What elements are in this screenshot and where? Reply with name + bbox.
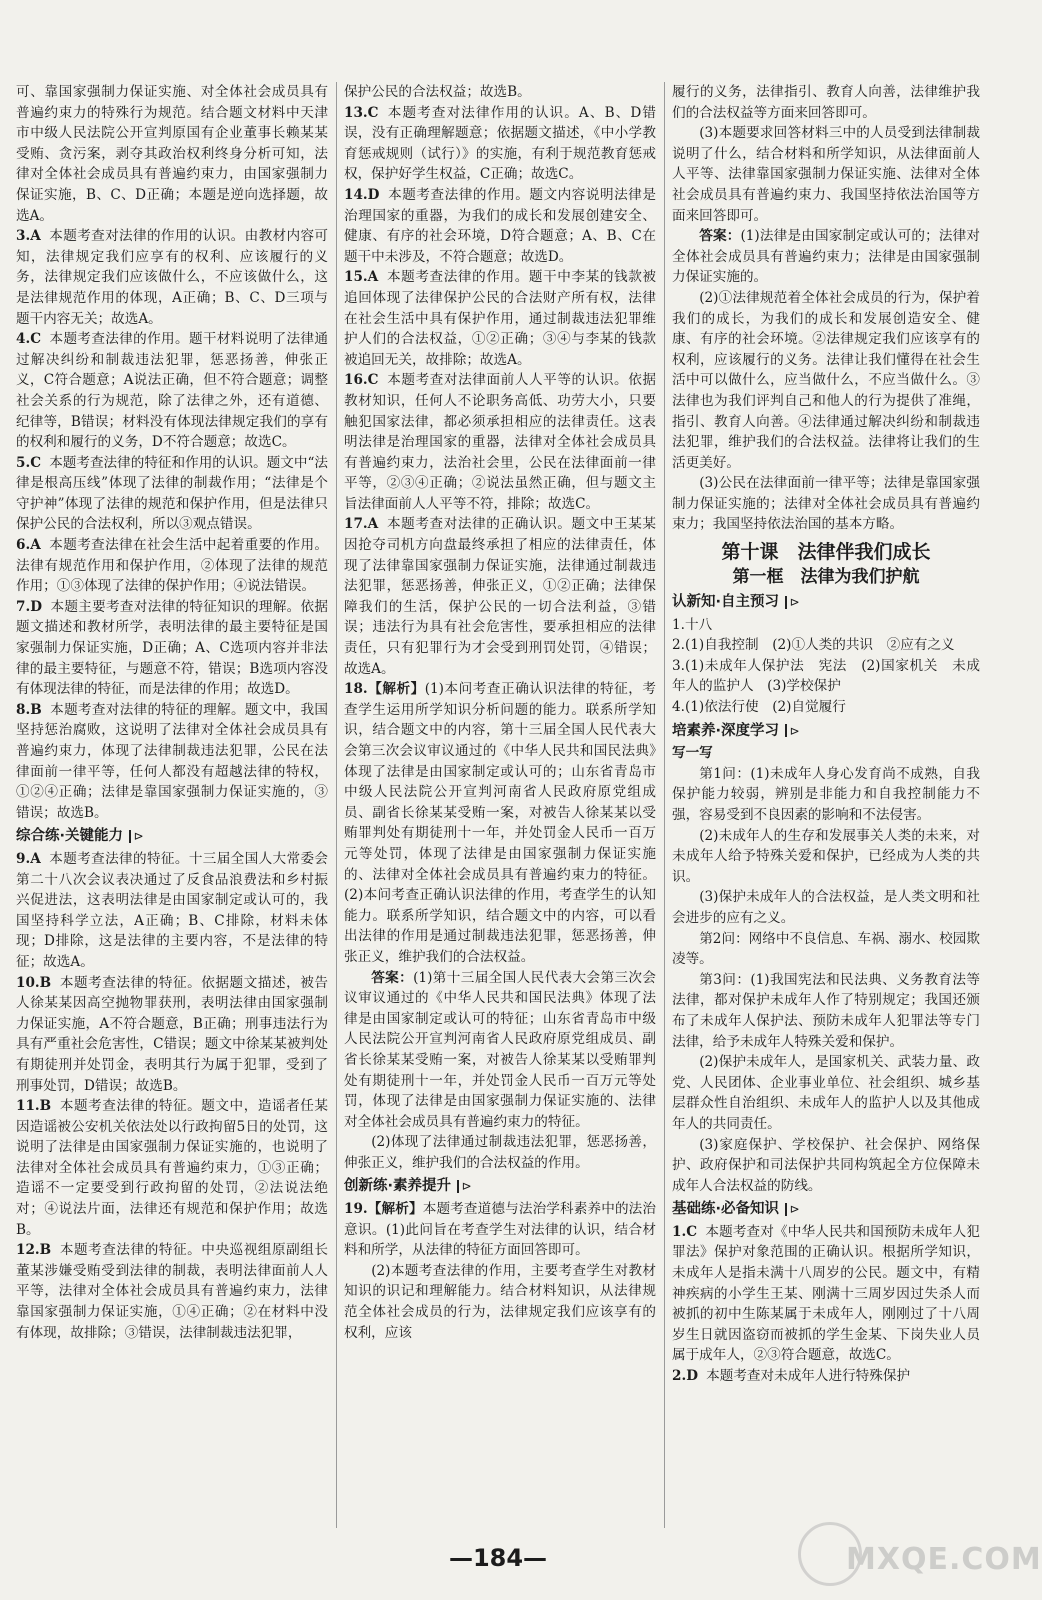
column-divider xyxy=(664,82,665,1528)
answer-item-19: 19.【解析】本题考查道德与法治学科素养中的法治意识。(1)此问旨在考查学生对法律的认识，结合材料和所学，从法律的特征方面回答即可。 xyxy=(344,1201,657,1259)
paragraph: (2)保护未成年人，是国家机关、武装力量、政党、人民团体、企业事业单位、社会组织、城乡基层群众性自治组织、未成年人的监护人以及其他成年人的共同责任。 xyxy=(672,1054,980,1132)
answer-item-18: 18.【解析】(1)本问考查正确认识法律的特征，考查学生运用所学知识分析问题的能力。联系所学知识，结合题文中的内容，第十三届全国人民代表大会第三次会议审议通过的《中华人民共和国民法典》体现了法律是由国家制定或认可的；山东省青岛市中级人民法院公开宣判河南省人民政府原党组成员、副省长徐某某受贿一案，对被告人徐某某以受贿罪判处有期徒刑十一年，并处罚金人民币一百万元等处罚，体现了法律是由国家强制力保证实施的、法律对全体社会成员具有普遍约束力的特征。(2)本问考查正确认识法律的作用，考查学生的认知能力。联系所学知识，结合题文中的内容，可以看出法律的作用是通过制裁违法犯罪，惩恶扬善，伸张正义，维护我们的合法权益。 xyxy=(344,681,656,965)
answer-19-part1: 答案：(1)法律是由国家制定或认可的；法律对全体社会成员具有普遍约束力；法律是由国家强制力保证实施的。 xyxy=(672,228,980,286)
answer-item-11: 11.B 本题考查法律的特征。题文中，造谣者任某因造谣被公安机关依法处以行政拘留5日的处罚，这说明了法律是由国家强制力保证实施的，也说明了法律对全体社会成员具有普遍约束力，①③正确；造谣不一定要受到行政拘留的处罚，②法说法绝对；④说法片面，法律还有规范和保护作用；故选B。 xyxy=(16,1098,328,1238)
column-divider xyxy=(336,82,337,1528)
answer-item-14: 14.D 本题考查法律的作用。题文内容说明法律是治理国家的重器，为我们的成长和发展创建安全、健康、有序的社会环境，D符合题意；A、B、C在题干中未涉及，不符合题意；故选D。 xyxy=(344,186,656,265)
answer-19-part3: (3)公民在法律面前一律平等；法律是靠国家强制力保证实施的；法律对全体社会成员具有普遍约束力；我国坚持依法治国的基本方略。 xyxy=(672,475,980,533)
double-chevron-icon: ⊳ xyxy=(461,1179,472,1194)
answer-item-b2: 2.D 本题考查对未成年人进行特殊保护 xyxy=(672,1368,911,1385)
divider-bar xyxy=(785,596,787,609)
review-item: 3.(1)未成年人保护法 宪法 (2)国家机关 未成年人的监护人 (3)学校保护 xyxy=(672,657,980,695)
answer-19-part2: (2)①法律规范着全体社会成员的行为，保护着我们的成长，为我们的成长和发展创造安全、健康、有序的社会环境。②法律规定我们应该享有的权利，应该履行的义务。法律让我们懂得在社会生活中可以做什么，应当做什么，不应当做什么。③法律也为我们评判自己和他人的行为提供了准绳，指引、教育人向善。④法律通过解决纠纷和制裁违法犯罪，维护我们的合法权益。法律将让我们的生活更美好。 xyxy=(672,289,980,471)
answer-item-7: 7.D 本题主要考查对法律的特征知识的理解。依据题文描述和教材所学，表明法律的最主要特征是国家强制力保证实施，D正确；A、C选项内容并非法律的最主要特征，与题意不符，错误；B选项内容没有体现法律的特征，而是法律的作用；故选D。 xyxy=(16,598,328,698)
answer-item-13: 13.C 本题考查对法律作用的认识。A、B、D错误，没有正确理解题意；依据题文描述，《中小学教育惩戒规则（试行）》的实施，有利于规范教育惩戒权，保护好学生权益，C正确；故选C。 xyxy=(344,104,656,183)
answer-item-5: 5.C 本题考查法律的特征和作用的认识。题文中“法律是根高压线”体现了法律的制裁作用；“法律是个守护神”体现了法律的规范和保护作用，但是法律只保护公民的合法权利，所以③观点错误。 xyxy=(16,454,329,533)
paragraph: 可、靠国家强制力保证实施、对全体社会成员具有普遍约束力的特殊行为规范。结合题文材料中天津市中级人民法院公开宣判原国有企业董事长赖某某受贿、贪污案，剥夺其政治权利终身分析可知，法律对全体社会成员具有普遍约束力，由国家强制力保证实施，B、C、D正确；本题是逆向选择题，故选A。 xyxy=(16,84,328,224)
review-item: 2.(1)自我控制 (2)①人类的共识 ②应有之义 xyxy=(672,637,955,654)
answer-19-part2: (2)本题考查法律的作用，主要考查学生对教材知识的识记和理解能力。结合材料知识，从法律规范全体社会成员的行为，法律规定我们应该享有的权利，应该 xyxy=(344,1262,656,1341)
section-heading: 基础练·必备知识 ⊳ xyxy=(672,1199,980,1220)
answer-item-4: 4.C 本题考查法律的作用。题干材料说明了法律通过解决纠纷和制裁违法犯罪，惩恶扬善，伸张正义，C符合题意；A说法正确，但不符合题意；调整社会关系的行为规范，除了法律之外，还有道德、纪律等，B错误；材料没有体现法律规定我们的享有的权利和履行的义务，D不符合题意；故选C。 xyxy=(16,331,328,451)
paragraph: 履行的义务，法律指引、教育人向善，法律维护我们的合法权益等方面来回答即可。 xyxy=(672,84,980,121)
answer-item-b1: 1.C 本题考查对《中华人民共和国预防未成年人犯罪法》保护对象范围的正确认识。根据所学知识，未成年人是指未满十八周岁的公民。题文中，有精神疾病的小学生王某、刚满十三周岁因过失杀人而被抓的初中生陈某属于未成年人，刚刚过了十八周岁生日就因盗窃而被抓的学生金某、下岗失业人员属于成年人，②③符合题意，故选C。 xyxy=(672,1223,980,1364)
section-heading: 创新练·素养提升 ⊳ xyxy=(344,1176,656,1197)
paragraph: (3)本题要求回答材料三中的人员受到法律制裁说明了什么，结合材料和所学知识，从法律面前人人平等、法律靠国家强制力保证实施、法律对全体社会成员具有普遍约束力、我国坚持依法治国等方面来回答即可。 xyxy=(672,125,980,224)
section-heading: 综合练·关键能力 ⊳ xyxy=(16,826,328,847)
paragraph: (3)保护未成年人的合法权益，是人类文明和社会进步的应有之义。 xyxy=(672,889,980,926)
answer-item-6: 6.A 本题考查法律在社会生活中起着重要的作用。法律有规范作用和保护作用，②体现了法律的规范作用；①③体现了法律的保护作用；④说法错误。 xyxy=(16,537,328,595)
paragraph: 第1问：(1)未成年人身心发育尚不成熟，自我保护能力较弱，辨别是非能力和自我控制能力不强，容易受到不良因素的影响和不法侵害。 xyxy=(672,765,980,823)
divider-bar xyxy=(785,724,787,737)
divider-bar xyxy=(785,1203,787,1216)
page-number: —184— xyxy=(448,1544,548,1572)
answer-item-10: 10.B 本题考查法律的特征。依据题文描述，被告人徐某某因高空抛物罪获刑，表明法律由国家强制力保证实施，A不符合题意，B正确；刑事违法行为具有严重社会危害性，C错误；题文中徐某某被判处有期徒刑并处罚金，表明其行为属于犯罪，受到了刑事处罚，D错误；故选B。 xyxy=(16,974,328,1094)
column-left xyxy=(16,82,328,1528)
paragraph: 第3问：(1)我国宪法和民法典、义务教育法等法律，都对保护未成年人作了特别规定；我国还颁布了未成年人保护法、预防未成年人犯罪法等专门法律，给予未成年人特殊关爱和保护。 xyxy=(672,971,980,1050)
double-chevron-icon: ⊳ xyxy=(789,723,800,738)
answer-item-9: 9.A 本题考查法律的特征。十三届全国人大常委会第二十八次会议表决通过了反食品浪费法和乡村振兴促进法，这表明法律是由国家制定或认可的，我国坚持科学立法，A正确；B、C排除，材料未体现；D排除，这是法律的主要内容，不是法律的特征；故选A。 xyxy=(16,850,328,970)
frame-title: 第一框 法律为我们护航 xyxy=(732,567,920,588)
divider-bar xyxy=(457,1180,459,1193)
double-chevron-icon: ⊳ xyxy=(133,829,144,844)
section-heading: 培素养·深度学习 ⊳ xyxy=(672,721,980,742)
double-chevron-icon: ⊳ xyxy=(789,1202,800,1217)
answer-item-3: 3.A 本题考查对法律的作用的认识。由教材内容可知，法律规定我们应享有的权利、应该履行的义务，法律规定我们应该做什么，不应该做什么，这是法律规范作用的体现，A正确；B、C、D三项与题干内容无关；故选A。 xyxy=(16,228,328,327)
column-right xyxy=(672,82,980,1528)
column-middle xyxy=(344,82,656,1528)
review-item: 4.(1)依法行使 (2)自觉履行 xyxy=(672,699,846,716)
answer-18-part2: (2)体现了法律通过制裁违法犯罪，惩恶扬善，伸张正义，维护我们的合法权益的作用。 xyxy=(344,1134,656,1171)
double-chevron-icon: ⊳ xyxy=(789,595,800,610)
answer-item-17: 17.A 本题考查对法律的正确认识。题文中王某某因抢夺司机方向盘最终承担了相应的法律责任，体现了法律靠国家强制力保证实施，法律通过制裁违法犯罪，惩恶扬善，伸张正义，①②正确；法律保障我们的生活，保护公民的一切合法利益，③错误；违法行为具有社会危害性，要承担相应的法律责任，只有犯罪行为才会受到刑罚处罚，④错误；故选A。 xyxy=(344,516,656,677)
answer-item-12: 12.B 本题考查法律的特征。中央巡视组原副组长董某涉嫌受贿受到法律的制裁，表明法律面前人人平等，法律对全体社会成员具有普遍约束力，法律靠国家强制力保证实施，①④正确；②在材料中没有体现，故排除；③错误，法律制裁违法犯罪， xyxy=(16,1242,328,1341)
paragraph: 保护公民的合法权益；故选B。 xyxy=(344,84,531,100)
section-heading: 认新知·自主预习 ⊳ xyxy=(672,592,980,613)
paragraph: (3)家庭保护、学校保护、社会保护、网络保护、政府保护和司法保护共同构筑起全方位保障未成年人合法权益的防线。 xyxy=(672,1136,980,1194)
review-item: 1.十八 xyxy=(672,616,713,633)
answer-item-8: 8.B 本题考查对法律的特征的理解。题文中，我国坚持惩治腐败，这说明了法律对全体社会成员具有普遍约束力，体现了法律制裁违法犯罪，公民在法律面前一律平等，任何人都没有超越法律的特权，①②④正确；法律是靠国家强制力保证实施的，③错误；故选B。 xyxy=(16,701,328,821)
answer-item-16: 16.C 本题考查对法律面前人人平等的认识。依据教材知识，任何人不论职务高低、功劳大小，只要触犯国家法律，都必须承担相应的法律责任。这表明法律是治理国家的重器，法律对全体社会成员具有普遍约束力，法治社会里，公民在法律面前一律平等，②③④正确；②说法虽然正确，但与题文主旨法律面前人人平等不符，排除；故选C。 xyxy=(344,372,656,512)
answer-item-15: 15.A 本题考查法律的作用。题干中李某的钱款被追回体现了法律保护公民的合法财产所有权，法律在社会生活中具有保护作用，通过制裁违法犯罪维护人们的合法权益，①②正确；③④与李某的钱款被追回无关，故排除；故选A。 xyxy=(344,269,656,368)
answer-18-part1: 答案：(1)第十三届全国人民代表大会第三次会议审议通过的《中华人民共和国民法典》体现了法律是由国家制定或认可的特征；山东省青岛市中级人民法院公开宣判河南省人民政府原党组成员、副省长徐某某受贿一案，对被告人徐某某以受贿罪判处有期徒刑十一年，并处罚金人民币一百万元等处罚，体现了法律是由国家强制力保证实施的、法律对全体社会成员具有普遍约束力的特征。 xyxy=(344,969,656,1130)
subheading-write: 写一写 xyxy=(672,745,713,762)
watermark-logo xyxy=(798,1518,1042,1590)
divider-bar xyxy=(129,830,131,843)
paragraph: (2)未成年人的生存和发展事关人类的未来，对未成年人给予特殊关爱和保护，已经成为人类的共识。 xyxy=(672,827,980,885)
lesson-title: 第十课 法律伴我们成长 xyxy=(721,541,931,564)
paragraph: 第2问：网络中不良信息、车祸、溺水、校园欺凌等。 xyxy=(672,930,980,968)
watermark-text: MXQE.COM xyxy=(846,1542,1042,1577)
